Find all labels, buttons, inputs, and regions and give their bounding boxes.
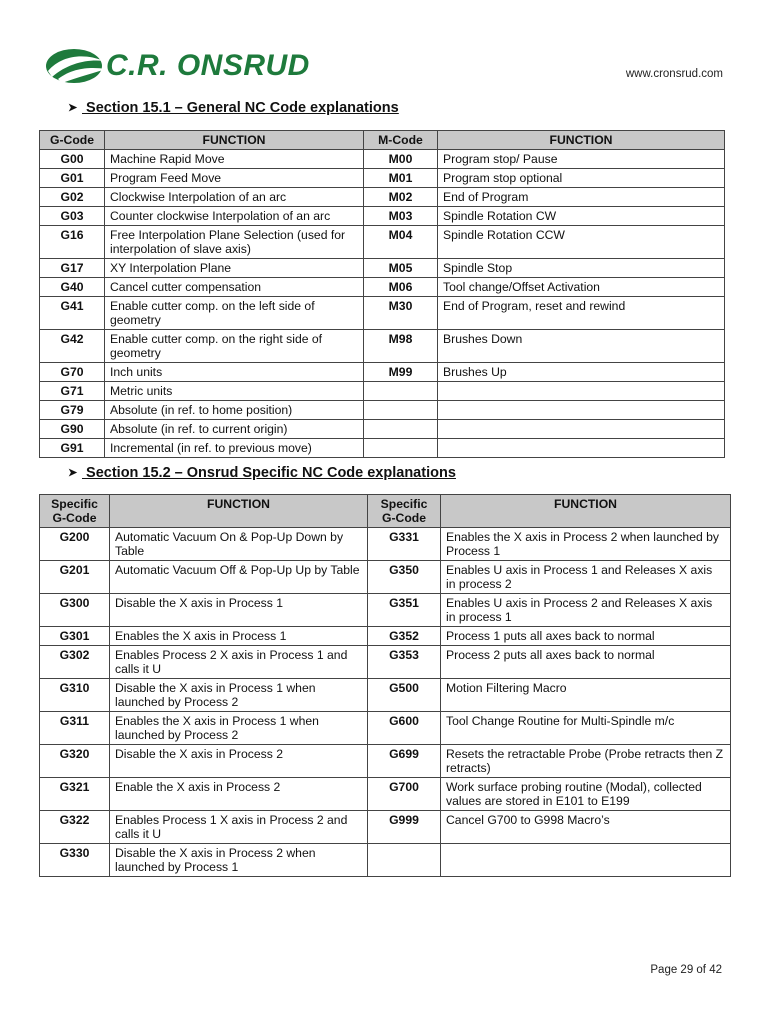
code-cell: G16 [40,226,105,259]
code-cell: G302 [40,646,110,679]
function-cell: Program Feed Move [105,169,364,188]
function-cell: Tool change/Offset Activation [438,278,725,297]
function-cell: Enables Process 1 X axis in Process 2 and calls it U [110,811,368,844]
function-cell: Work surface probing routine (Modal), collected values are stored in E101 to E199 [441,778,731,811]
table-row [40,382,725,401]
table-row [40,712,731,745]
code-cell: G90 [40,420,105,439]
section-2-title: Section 15.2 – Onsrud Specific NC Code explanations [86,465,456,481]
column-header: FUNCTION [105,131,364,150]
code-cell: G310 [40,679,110,712]
table-row [40,594,731,627]
function-cell: Automatic Vacuum Off & Pop-Up Up by Table [110,561,368,594]
code-cell: G03 [40,207,105,226]
function-cell [441,844,731,877]
code-cell: G700 [368,778,441,811]
code-cell: G321 [40,778,110,811]
table-row [40,207,725,226]
function-cell: Machine Rapid Move [105,150,364,169]
column-header: Specific G-Code [40,495,110,528]
code-cell: G02 [40,188,105,207]
code-cell: G201 [40,561,110,594]
code-cell [364,401,438,420]
page-number: Page 29 of 42 [650,964,722,976]
function-cell: Spindle Rotation CCW [438,226,725,259]
table-row [40,188,725,207]
code-cell: G79 [40,401,105,420]
function-cell: Spindle Rotation CW [438,207,725,226]
function-cell: Cancel G700 to G998 Macro’s [441,811,731,844]
column-header: M-Code [364,131,438,150]
column-header: G-Code [40,131,105,150]
table-row [40,627,731,646]
function-cell: End of Program [438,188,725,207]
code-cell: G351 [368,594,441,627]
function-cell: Disable the X axis in Process 2 when launched by Process 1 [110,844,368,877]
code-cell: G331 [368,528,441,561]
function-cell: Enable the X axis in Process 2 [110,778,368,811]
table-row [40,401,725,420]
code-cell: G41 [40,297,105,330]
table-row [40,679,731,712]
table-row [40,259,725,278]
function-cell: Process 2 puts all axes back to normal [441,646,731,679]
code-cell: G01 [40,169,105,188]
function-cell: Disable the X axis in Process 1 [110,594,368,627]
code-cell: G70 [40,363,105,382]
function-cell: Spindle Stop [438,259,725,278]
code-cell: G322 [40,811,110,844]
code-cell: G353 [368,646,441,679]
table-row [40,420,725,439]
code-cell: G500 [368,679,441,712]
function-cell: Enables U axis in Process 2 and Releases X axis in process 1 [441,594,731,627]
code-cell [368,844,441,877]
code-cell: M98 [364,330,438,363]
code-cell [364,439,438,458]
function-cell: Enables the X axis in Process 2 when launched by Process 1 [441,528,731,561]
code-cell: G350 [368,561,441,594]
arrow-bullet-icon: ➤ [68,102,78,114]
code-cell: G300 [40,594,110,627]
table-row [40,439,725,458]
function-cell: Enables the X axis in Process 1 [110,627,368,646]
table-row [40,811,731,844]
code-cell: M30 [364,297,438,330]
arrow-bullet-icon: ➤ [68,467,78,479]
function-cell: Resets the retractable Probe (Probe retracts then Z retracts) [441,745,731,778]
function-cell: Inch units [105,363,364,382]
brand-name: C.R. ONSRUD [106,49,310,82]
code-cell: G699 [368,745,441,778]
code-cell: M01 [364,169,438,188]
function-cell: Cancel cutter compensation [105,278,364,297]
function-cell [438,401,725,420]
table-row [40,150,725,169]
function-cell: Tool Change Routine for Multi-Spindle m/c [441,712,731,745]
function-cell [438,420,725,439]
function-cell: Clockwise Interpolation of an arc [105,188,364,207]
function-cell: Automatic Vacuum On & Pop-Up Down by Table [110,528,368,561]
code-cell: M05 [364,259,438,278]
table-row [40,169,725,188]
function-cell: Program stop/ Pause [438,150,725,169]
table-row [40,297,725,330]
code-cell: G352 [368,627,441,646]
table-row [40,363,725,382]
code-cell: G301 [40,627,110,646]
section-2-heading [68,465,456,481]
function-cell: Enable cutter comp. on the right side of geometry [105,330,364,363]
function-cell: Enable cutter comp. on the left side of geometry [105,297,364,330]
function-cell: Absolute (in ref. to home position) [105,401,364,420]
function-cell: Brushes Up [438,363,725,382]
code-cell: G600 [368,712,441,745]
function-cell [438,382,725,401]
function-cell: End of Program, reset and rewind [438,297,725,330]
column-header: FUNCTION [110,495,368,528]
function-cell: Counter clockwise Interpolation of an arc [105,207,364,226]
code-cell: M06 [364,278,438,297]
table-row [40,778,731,811]
function-cell: Enables Process 2 X axis in Process 1 and calls it U [110,646,368,679]
code-cell: G71 [40,382,105,401]
code-cell: M00 [364,150,438,169]
function-cell: Disable the X axis in Process 2 [110,745,368,778]
table-row [40,330,725,363]
table-row [40,844,731,877]
function-cell: Process 1 puts all axes back to normal [441,627,731,646]
code-cell: G320 [40,745,110,778]
code-cell: G999 [368,811,441,844]
website-link[interactable]: www.cronsrud.com [625,68,723,80]
onsrud-specific-nc-code-table [39,494,731,877]
code-cell: M02 [364,188,438,207]
table-row [40,561,731,594]
onsrud-swoosh-logo-icon [44,47,112,85]
code-cell [364,382,438,401]
function-cell: Incremental (in ref. to previous move) [105,439,364,458]
code-cell: G311 [40,712,110,745]
function-cell: Enables the X axis in Process 1 when launched by Process 2 [110,712,368,745]
table-row [40,226,725,259]
function-cell: Metric units [105,382,364,401]
column-header: Specific G-Code [368,495,441,528]
function-cell: Brushes Down [438,330,725,363]
function-cell: Motion Filtering Macro [441,679,731,712]
code-cell: G91 [40,439,105,458]
code-cell: G200 [40,528,110,561]
code-cell: M99 [364,363,438,382]
function-cell: XY Interpolation Plane [105,259,364,278]
function-cell [438,439,725,458]
general-nc-code-table [39,130,725,458]
table-row [40,528,731,561]
table-row [40,646,731,679]
function-cell: Free Interpolation Plane Selection (used for interpolation of slave axis) [105,226,364,259]
code-cell: G00 [40,150,105,169]
section-1-title: Section 15.1 – General NC Code explanations [86,100,399,116]
code-cell: G40 [40,278,105,297]
column-header: FUNCTION [441,495,731,528]
function-cell: Disable the X axis in Process 1 when launched by Process 2 [110,679,368,712]
table-row [40,278,725,297]
code-cell: M04 [364,226,438,259]
code-cell: G42 [40,330,105,363]
code-cell: G17 [40,259,105,278]
company-logo [44,46,334,86]
table-row [40,745,731,778]
code-cell: G330 [40,844,110,877]
function-cell: Absolute (in ref. to current origin) [105,420,364,439]
function-cell: Enables U axis in Process 1 and Releases X axis in process 2 [441,561,731,594]
code-cell [364,420,438,439]
section-1-heading [68,100,399,116]
code-cell: M03 [364,207,438,226]
column-header: FUNCTION [438,131,725,150]
function-cell: Program stop optional [438,169,725,188]
